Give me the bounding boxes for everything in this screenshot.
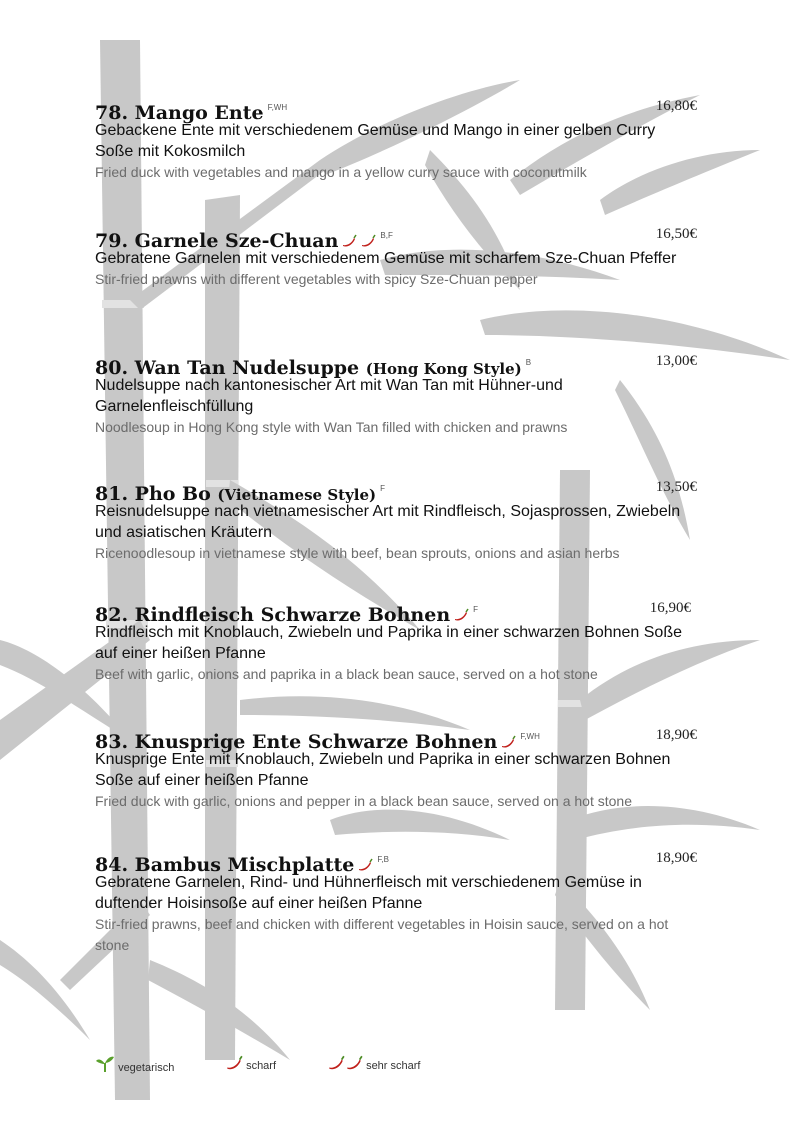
description-german: Gebratene Garnelen, Rind- und Hühnerfleisch mit verschiedenem Gemüse in duftender Hoisinsoße auf einer heißen Pfanne xyxy=(95,874,642,912)
description-german: Rindfleisch mit Knoblauch, Zwiebeln und Paprika in einer schwarzen Bohnen Soße auf einer heißen Pfanne xyxy=(95,624,682,662)
item-subtitle: (Vietnamese Style) xyxy=(217,486,377,504)
allergen-codes: F,WH xyxy=(267,103,288,112)
chili-icon xyxy=(225,1055,243,1071)
description-english: Ricenoodlesoup in vietnamese style with beef, bean sprouts, onions and asian herbs xyxy=(95,545,620,561)
chili-icon xyxy=(453,608,469,622)
item-title: 79. Garnele Sze-Chuan xyxy=(95,230,339,252)
item-title: 80. Wan Tan Nudelsuppe xyxy=(95,357,360,379)
chili-icon xyxy=(500,735,516,749)
item-price: 16,90€ xyxy=(649,600,691,616)
legend-spicy xyxy=(225,1055,276,1072)
allergen-codes: F xyxy=(380,484,386,493)
description-english: Noodlesoup in Hong Kong style with Wan Tan filled with chicken and prawns xyxy=(95,419,568,435)
description-german: Knusprige Ente mit Knoblauch, Zwiebeln und Paprika in einer schwarzen Bohnen Soße auf einer heißen Pfanne xyxy=(95,751,671,789)
menu-item-82 xyxy=(95,598,705,685)
description-english: Beef with garlic, onions and paprika in a black bean sauce, served on a hot stone xyxy=(95,666,598,682)
item-title: 81. Pho Bo xyxy=(95,483,211,505)
legend-spicy-label: scharf xyxy=(246,1060,277,1072)
menu-item-79 xyxy=(95,224,705,290)
item-price: 18,90€ xyxy=(655,727,697,743)
chili-icon xyxy=(345,1055,363,1071)
chili-icon xyxy=(357,858,373,872)
description-english: Fried duck with vegetables and mango in a yellow curry sauce with coconutmilk xyxy=(95,164,587,180)
description-english: Fried duck with garlic, onions and pepper in a black bean sauce, served on a hot stone xyxy=(95,793,632,809)
legend-vegetarian-label: vegetarisch xyxy=(118,1062,175,1074)
item-price: 16,80€ xyxy=(655,98,697,114)
menu-item-81 xyxy=(95,477,705,564)
description-german: Nudelsuppe nach kantonesischer Art mit Wan Tan mit Hühner-und Garnelenfleischfüllung xyxy=(95,377,563,415)
legend-vegetarian xyxy=(95,1055,174,1074)
chili-icon xyxy=(341,234,357,248)
description-german: Reisnudelsuppe nach vietnamesischer Art mit Rindfleisch, Sojasprossen, Zwiebeln und asiatischen Kräutern xyxy=(95,503,681,541)
item-title: 82. Rindfleisch Schwarze Bohnen xyxy=(95,604,451,626)
description-english: Stir-fried prawns with different vegetables with spicy Sze-Chuan pepper xyxy=(95,271,538,287)
menu-item-83 xyxy=(95,725,705,812)
description-english: Stir-fried prawns, beef and chicken with different vegetables in Hoisin sauce, served on a hot stone xyxy=(95,916,669,953)
chili-icon xyxy=(327,1055,345,1071)
sprout-icon xyxy=(95,1055,115,1073)
item-price: 18,90€ xyxy=(655,850,697,866)
menu-item-80 xyxy=(95,351,705,438)
item-subtitle: (Hong Kong Style) xyxy=(365,360,522,378)
item-title: 83. Knusprige Ente Schwarze Bohnen xyxy=(95,731,498,753)
description-german: Gebratene Garnelen mit verschiedenem Gemüse mit scharfem Sze-Chuan Pfeffer xyxy=(95,250,677,267)
description-german: Gebackene Ente mit verschiedenem Gemüse und Mango in einer gelben Curry Soße mit Kokosmilch xyxy=(95,122,656,160)
item-title: 84. Bambus Mischplatte xyxy=(95,854,355,876)
menu-item-78 xyxy=(95,96,705,183)
item-price: 16,50€ xyxy=(655,226,697,242)
item-price: 13,50€ xyxy=(655,479,697,495)
legend-very-spicy-label: sehr scharf xyxy=(366,1060,421,1072)
legend-very-spicy xyxy=(327,1055,420,1072)
allergen-codes: B,F xyxy=(380,231,393,240)
chili-icon xyxy=(360,234,376,248)
allergen-codes: F xyxy=(473,605,479,614)
allergen-codes: F,WH xyxy=(520,732,540,741)
item-price: 13,00€ xyxy=(655,353,697,369)
allergen-codes: B xyxy=(525,358,532,367)
item-title: 78. Mango Ente xyxy=(95,102,264,124)
allergen-codes: F,B xyxy=(377,855,389,864)
menu-item-84 xyxy=(95,848,705,956)
